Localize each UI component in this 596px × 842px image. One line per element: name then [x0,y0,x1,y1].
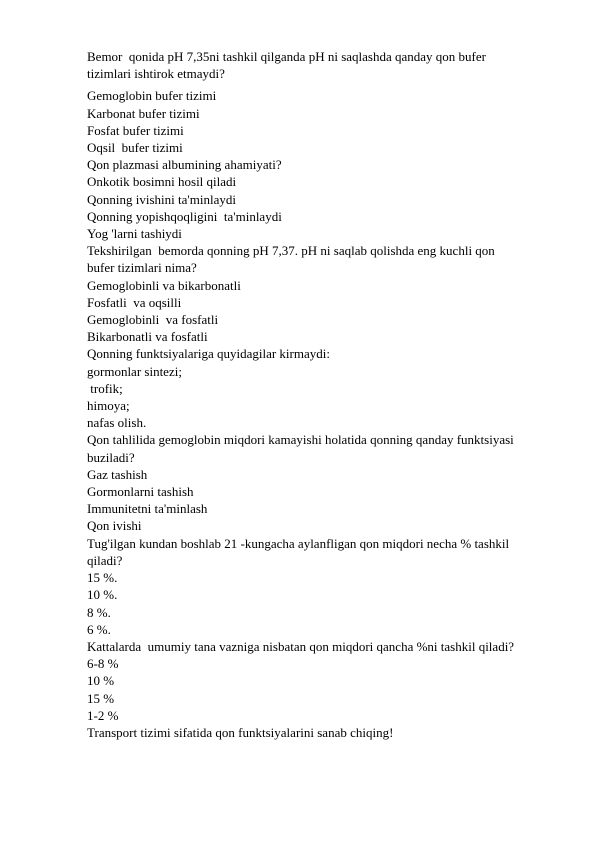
answer-option: 1-2 % [87,707,119,723]
question-1-line-1: Bemor qonida pH 7,35ni tashkil qilganda pH ni saqlashda qanday qon bufer [87,49,486,64]
answer-option: Gormonlarni tashish [87,484,194,500]
answer-option: 6 %. [87,621,111,637]
question-1-line-2: tizimlari ishtirok etmaydi? [87,66,225,82]
answer-option: Fosfatli va oqsilli [87,294,182,310]
answer-option: Gemoglobinli va bikarbonatli [87,277,241,293]
question-8: Transport tizimi sifatida qon funktsiyalarini sanab chiqing! [87,724,394,740]
question-5-line-2: buziladi? [87,449,135,465]
answer-option: 10 % [87,673,115,689]
answer-option: Karbonat bufer tizimi [87,105,200,121]
answer-option: trofik; [87,380,123,396]
document-body [87,48,557,741]
answer-option: Gemoglobin bufer tizimi [87,88,217,104]
question-3-line-1: Tekshirilgan bemorda qonning pH 7,37. pH ni saqlab qolishda eng kuchli qon [87,243,495,259]
answer-option: Yog 'larni tashiydi [87,226,182,242]
answer-option: Immunitetni ta'minlash [87,501,208,517]
answer-option: 10 %. [87,587,118,603]
question-7: Kattalarda umumiy tana vazniga nisbatan qon miqdori qancha %ni tashkil qiladi? [87,638,515,654]
question-3-line-2: bufer tizimlari nima? [87,260,197,276]
answer-option: Bikarbonatli va fosfatli [87,329,208,345]
answer-option: nafas olish. [87,415,147,431]
answer-option: Gemoglobinli va fosfatli [87,312,219,328]
answer-option: Fosfat bufer tizimi [87,122,184,138]
question-6-line-2: qiladi? [87,552,123,568]
answer-option: 6-8 % [87,656,119,672]
question-6-line-1: Tug'ilgan kundan boshlab 21 -kungacha aylanfligan qon miqdori necha % tashkil [87,535,510,551]
answer-option: Qonning ivishini ta'minlaydi [87,191,236,207]
answer-option: 15 %. [87,570,118,586]
answer-option: gormonlar sintezi; [87,363,182,379]
answer-option: Onkotik bosimni hosil qiladi [87,174,237,190]
answer-option: Gaz tashish [87,466,148,482]
question-5-line-1: Qon tahlilida gemoglobin miqdori kamayishi holatida qonning qanday funktsiyasi [87,432,514,448]
answer-option: Qon ivishi [87,518,142,534]
answer-option: himoya; [87,398,130,414]
answer-option: 8 %. [87,604,111,620]
answer-option: Qonning yopishqoqligini ta'minlaydi [87,208,282,224]
question-2: Qon plazmasi albumining ahamiyati? [87,157,282,173]
answer-option: Oqsil bufer tizimi [87,140,183,156]
answer-option: 15 % [87,690,115,706]
question-4: Qonning funktsiyalariga quyidagilar kirmaydi: [87,346,330,362]
